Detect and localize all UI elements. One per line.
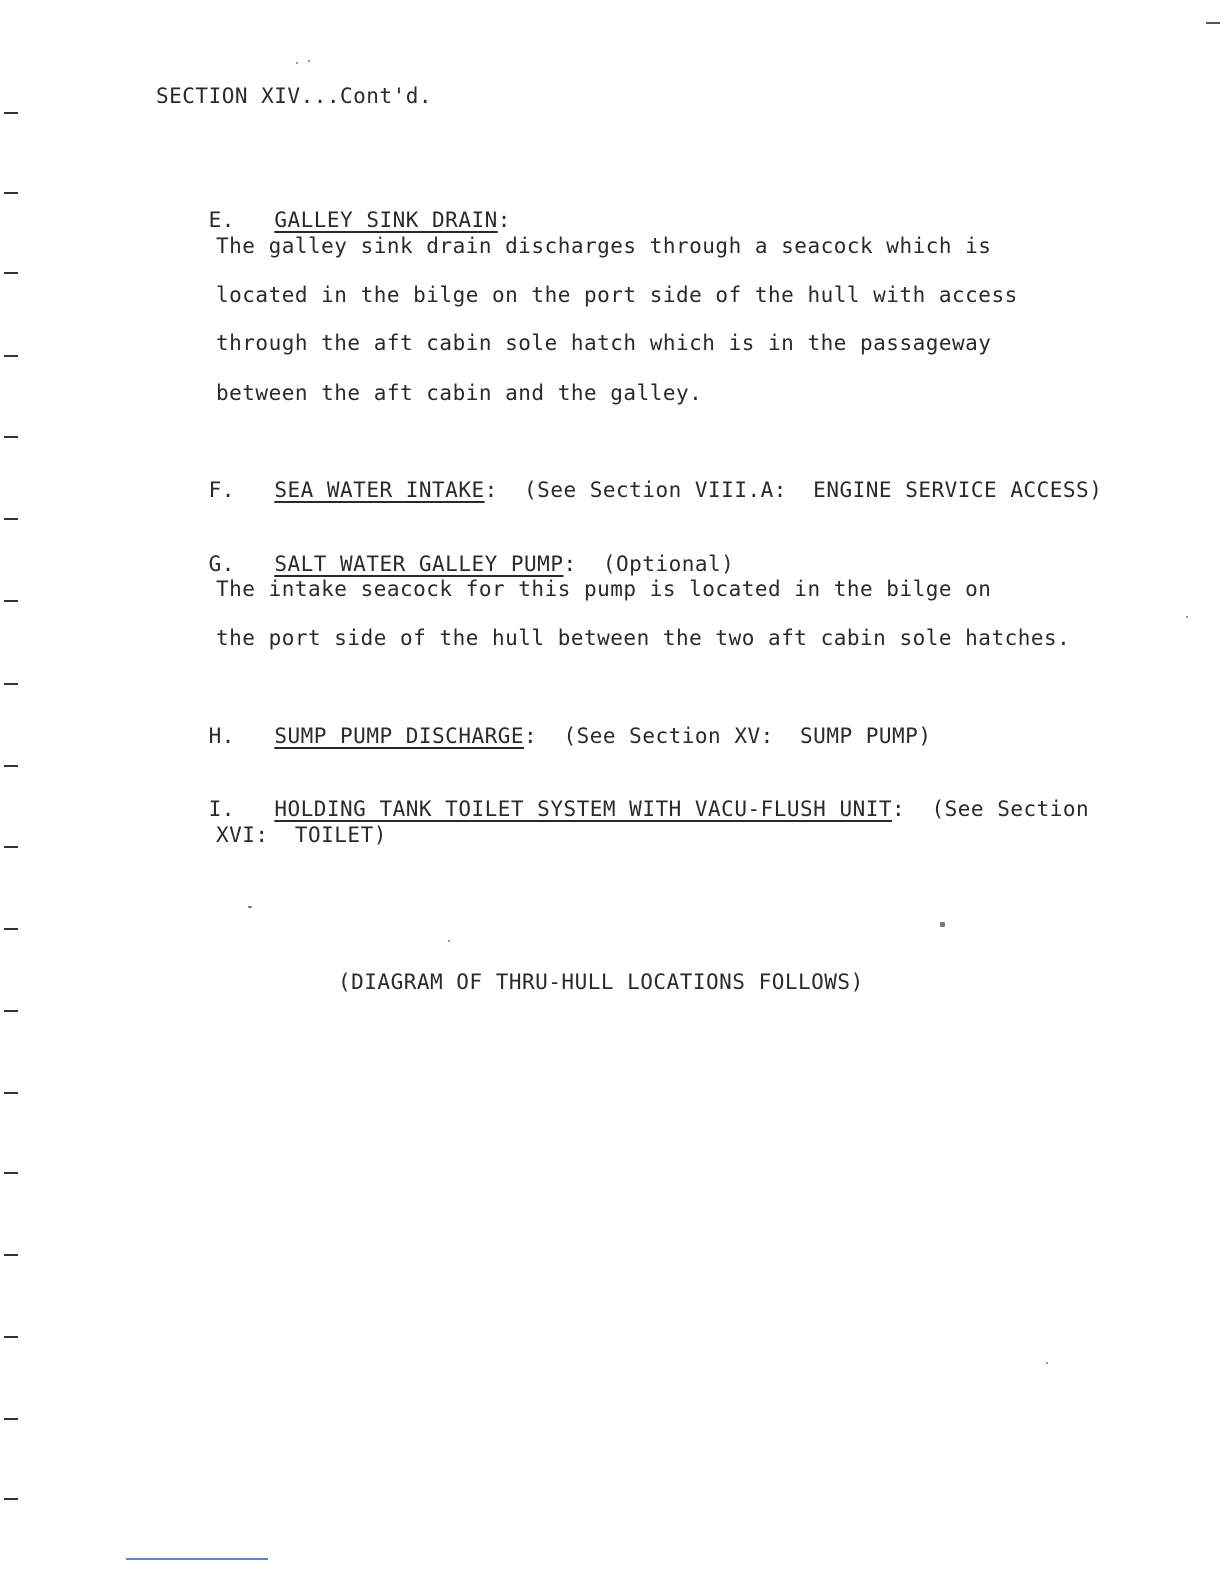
item-h-letter: H. bbox=[208, 724, 235, 748]
margin-tick bbox=[4, 112, 18, 114]
diagram-note: (DIAGRAM OF THRU-HULL LOCATIONS FOLLOWS) bbox=[338, 970, 864, 994]
margin-tick bbox=[4, 846, 18, 848]
scan-speck bbox=[1186, 616, 1188, 618]
margin-tick bbox=[4, 1336, 18, 1338]
item-g-heading: SALT WATER GALLEY PUMP bbox=[274, 552, 564, 576]
item-g-body-line: The intake seacock for this pump is located in the bilge on bbox=[216, 577, 992, 601]
margin-tick bbox=[4, 272, 18, 274]
item-g-letter: G. bbox=[208, 552, 235, 576]
scan-speck bbox=[448, 940, 450, 942]
bottom-rule bbox=[126, 1558, 268, 1560]
item-i-rest: : (See Section bbox=[892, 797, 1090, 821]
item-f-letter: F. bbox=[208, 478, 235, 502]
margin-tick bbox=[4, 1498, 18, 1500]
scan-speck bbox=[1046, 1362, 1048, 1364]
margin-tick bbox=[4, 1254, 18, 1256]
item-f-heading: SEA WATER INTAKE bbox=[274, 478, 485, 502]
margin-tick bbox=[4, 1172, 18, 1174]
margin-tick bbox=[4, 928, 18, 930]
item-e-body-line: through the aft cabin sole hatch which is in the passageway bbox=[216, 331, 992, 355]
section-header: SECTION XIV...Cont'd. bbox=[156, 84, 433, 108]
margin-tick bbox=[4, 765, 18, 767]
margin-tick bbox=[4, 683, 18, 685]
margin-tick bbox=[4, 518, 18, 520]
item-h-rest: : (See Section XV: SUMP PUMP) bbox=[524, 724, 932, 748]
item-i-letter: I. bbox=[208, 797, 235, 821]
margin-tick bbox=[4, 1010, 18, 1012]
margin-tick bbox=[4, 600, 18, 602]
margin-tick bbox=[4, 1418, 18, 1420]
margin-tick bbox=[1206, 22, 1220, 24]
item-e-letter: E. bbox=[208, 208, 235, 232]
item-h-heading-line bbox=[156, 700, 931, 772]
margin-tick bbox=[4, 192, 18, 194]
margin-tick bbox=[4, 355, 18, 357]
scan-speck bbox=[248, 906, 252, 908]
item-e-heading: GALLEY SINK DRAIN bbox=[274, 208, 498, 232]
scan-speck bbox=[296, 62, 298, 64]
item-i-heading: HOLDING TANK TOILET SYSTEM WITH VACU-FLUSH UNIT bbox=[274, 797, 893, 821]
margin-tick bbox=[4, 436, 18, 438]
margin-tick bbox=[4, 1092, 18, 1094]
item-h-heading: SUMP PUMP DISCHARGE bbox=[274, 724, 525, 748]
item-f-heading-line bbox=[156, 454, 1102, 526]
scan-speck bbox=[940, 922, 945, 927]
item-g-rest: : (Optional) bbox=[563, 552, 735, 576]
scan-speck bbox=[308, 60, 310, 62]
item-e-body-line: between the aft cabin and the galley. bbox=[216, 381, 703, 405]
item-e-body-line: located in the bilge on the port side of the hull with access bbox=[216, 283, 1018, 307]
item-f-rest: : (See Section VIII.A: ENGINE SERVICE ACCESS) bbox=[484, 478, 1103, 502]
item-i-body-line: XVI: TOILET) bbox=[216, 823, 387, 847]
item-e-body-line: The galley sink drain discharges through a seacock which is bbox=[216, 234, 992, 258]
item-e-colon: : bbox=[497, 208, 511, 232]
item-g-body-line: the port side of the hull between the two aft cabin sole hatches. bbox=[216, 626, 1071, 650]
